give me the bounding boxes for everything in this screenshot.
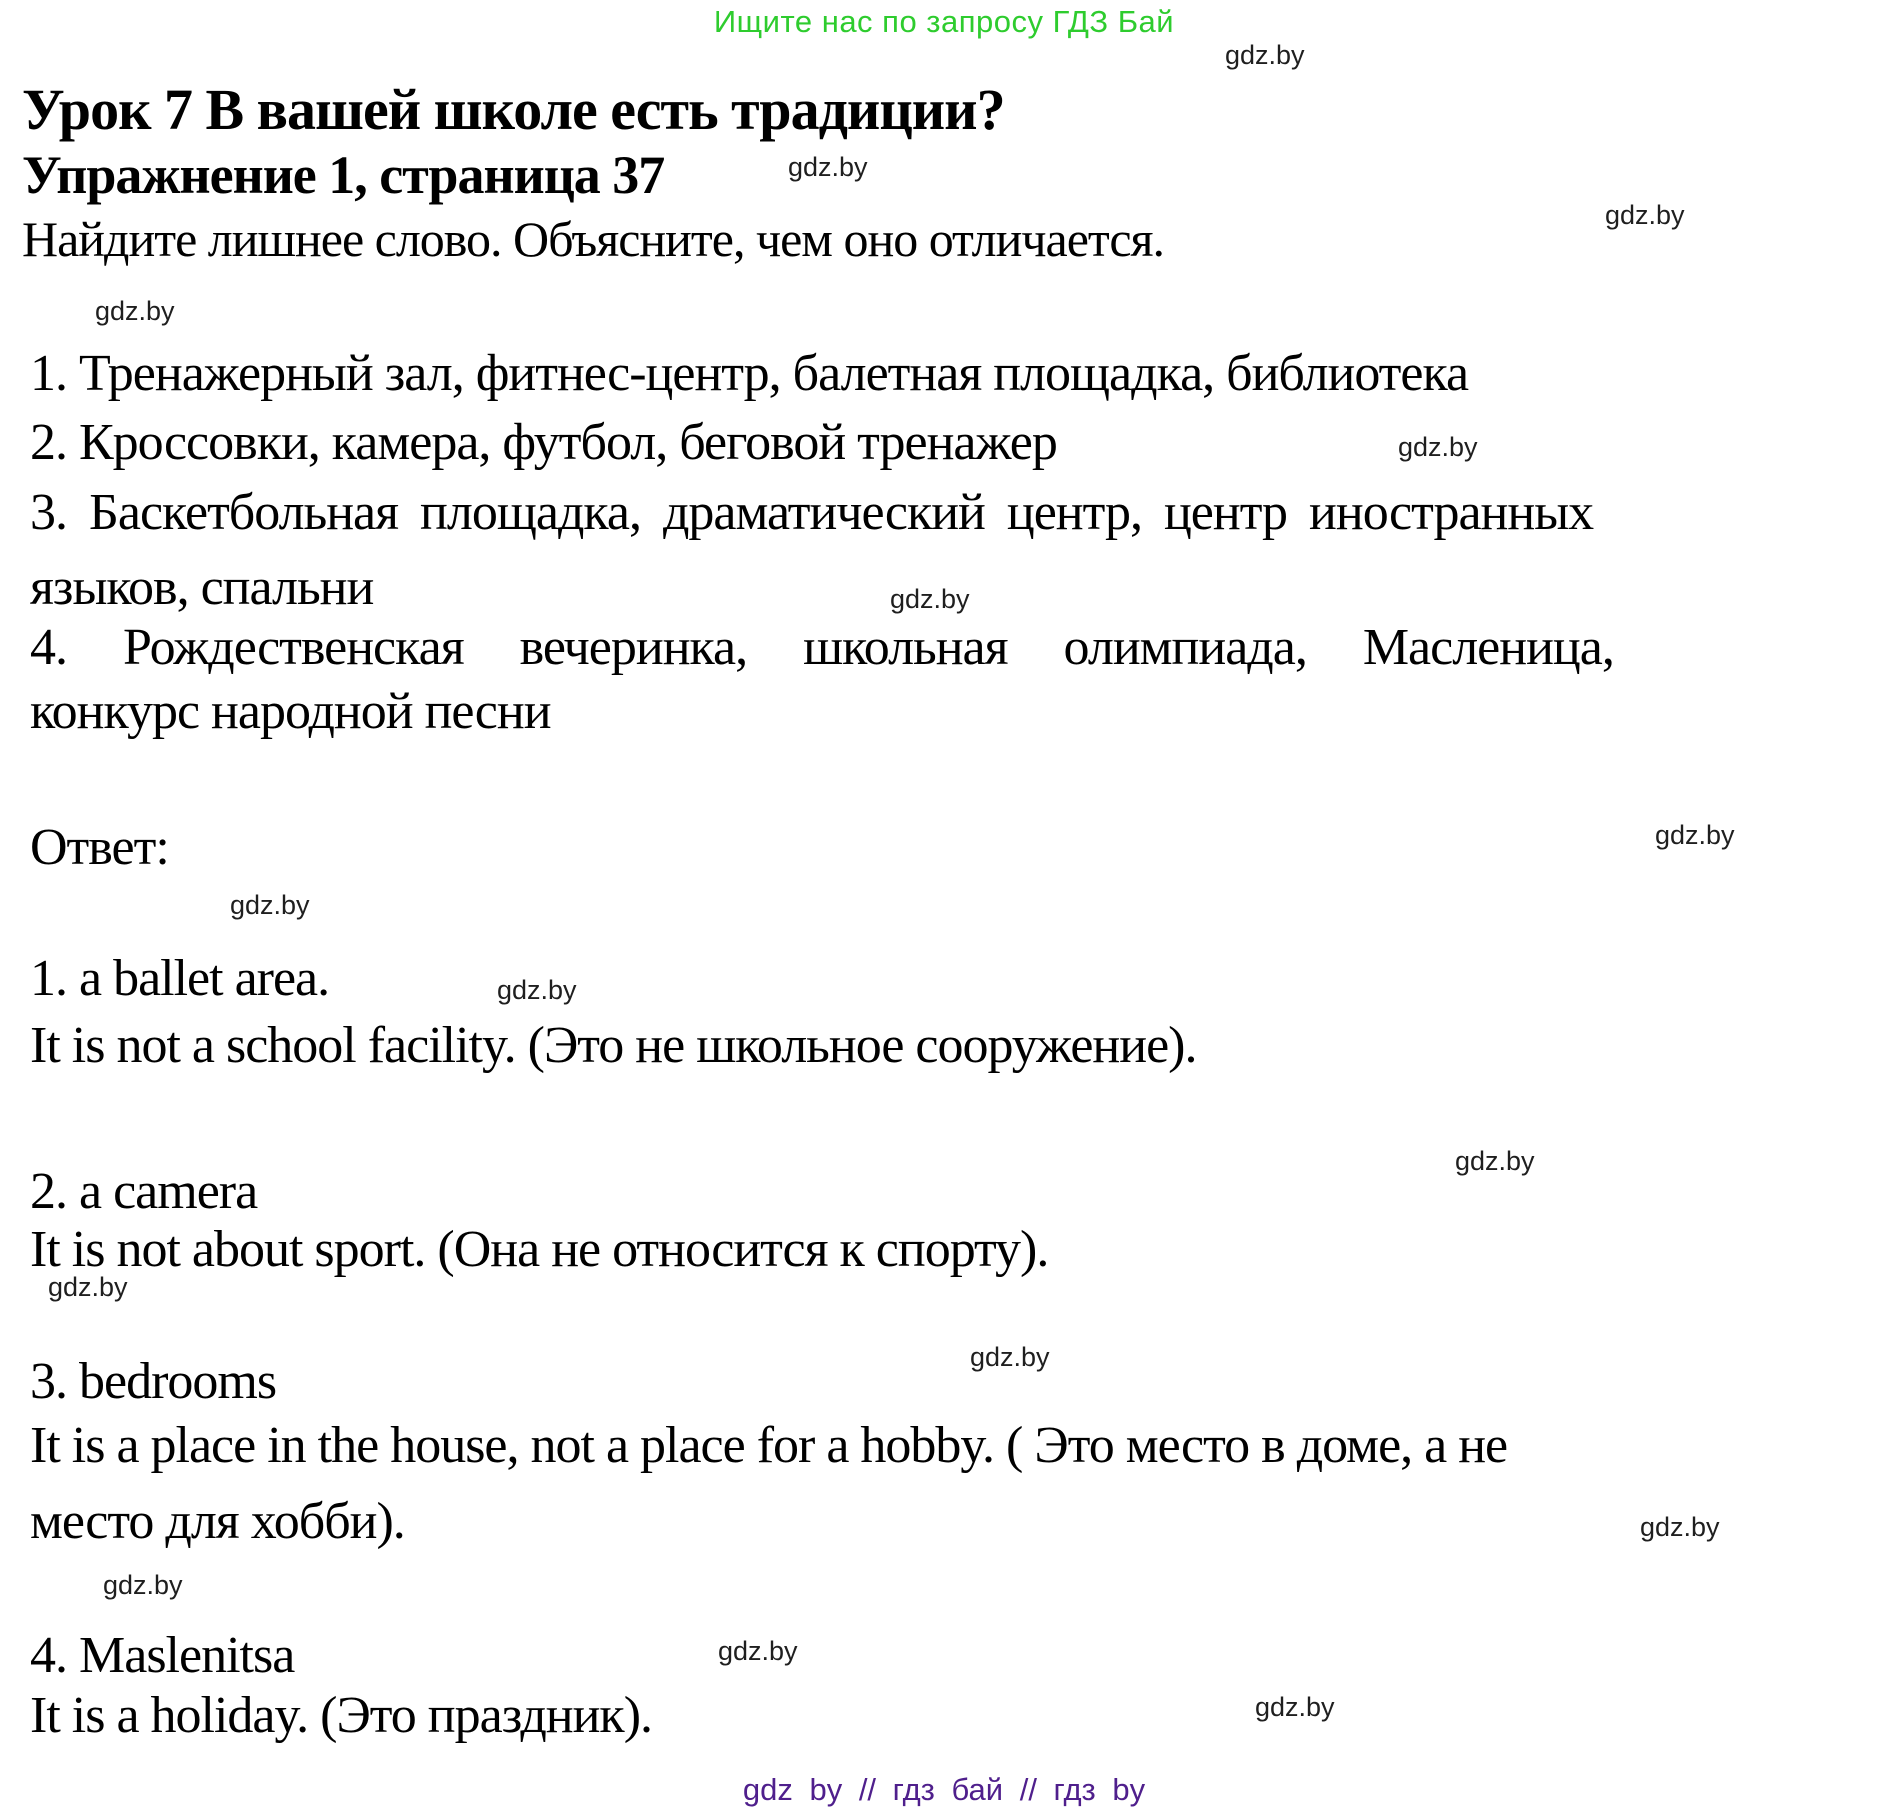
exercise-item-1: 1. Тренажерный зал, фитнес-центр, балетная площадка, библиотека	[30, 345, 1469, 402]
gdz-watermark: gdz.by	[95, 296, 175, 326]
site-footer: gdz by // гдз бай // гдз by	[742, 1772, 1146, 1807]
exercise-item-4-line-2: конкурс народной песни	[30, 683, 551, 740]
gdz-watermark: gdz.by	[1640, 1512, 1720, 1542]
answer-1-head: 1. a ballet area.	[30, 950, 330, 1007]
exercise-item-3-line-2: языков, спальни	[30, 559, 374, 616]
answer-label: Ответ:	[30, 819, 169, 876]
gdz-watermark: gdz.by	[1605, 200, 1685, 230]
answer-3-explanation-line-1: It is a place in the house, not a place for a hobby. ( Это место в доме, а не	[30, 1417, 1508, 1474]
answer-2-explanation: It is not about sport. (Она не относится к спорту).	[30, 1221, 1049, 1278]
gdz-watermark: gdz.by	[48, 1272, 128, 1302]
gdz-watermark: gdz.by	[1225, 40, 1305, 70]
gdz-watermark: gdz.by	[103, 1570, 183, 1600]
gdz-watermark: gdz.by	[970, 1342, 1050, 1372]
answer-3-head: 3. bedrooms	[30, 1353, 277, 1410]
answer-1-explanation: It is not a school facility. (Это не школьное сооружение).	[30, 1017, 1197, 1074]
answer-4-explanation: It is a holiday. (Это праздник).	[30, 1687, 653, 1744]
answer-3-explanation-line-2: место для хобби).	[30, 1493, 405, 1550]
gdz-watermark: gdz.by	[718, 1636, 798, 1666]
lesson-title: Урок 7 В вашей школе есть традиции?	[22, 77, 1005, 142]
gdz-watermark: gdz.by	[1455, 1146, 1535, 1176]
exercise-subtitle: Упражнение 1, страница 37	[22, 145, 665, 205]
exercise-item-2: 2. Кроссовки, камера, футбол, беговой тренажер	[30, 414, 1057, 471]
exercise-item-4-line-1: 4. Рождественская вечеринка, школьная олимпиада, Масленица,	[30, 619, 1614, 676]
gdz-watermark: gdz.by	[497, 975, 577, 1005]
answer-2-head: 2. a camera	[30, 1163, 258, 1220]
gdz-watermark: gdz.by	[788, 152, 868, 182]
promo-banner: Ищите нас по запросу ГДЗ Бай	[713, 4, 1175, 39]
gdz-watermark: gdz.by	[1255, 1692, 1335, 1722]
gdz-watermark: gdz.by	[1398, 432, 1478, 462]
answer-4-head: 4. Maslenitsa	[30, 1627, 295, 1684]
exercise-item-3-line-1: 3. Баскетбольная площадка, драматический центр, центр иностранных	[30, 484, 1594, 541]
gdz-watermark: gdz.by	[230, 890, 310, 920]
gdz-watermark: gdz.by	[890, 584, 970, 614]
gdz-watermark: gdz.by	[1655, 820, 1735, 850]
task-instruction: Найдите лишнее слово. Объясните, чем оно отличается.	[22, 211, 1165, 267]
